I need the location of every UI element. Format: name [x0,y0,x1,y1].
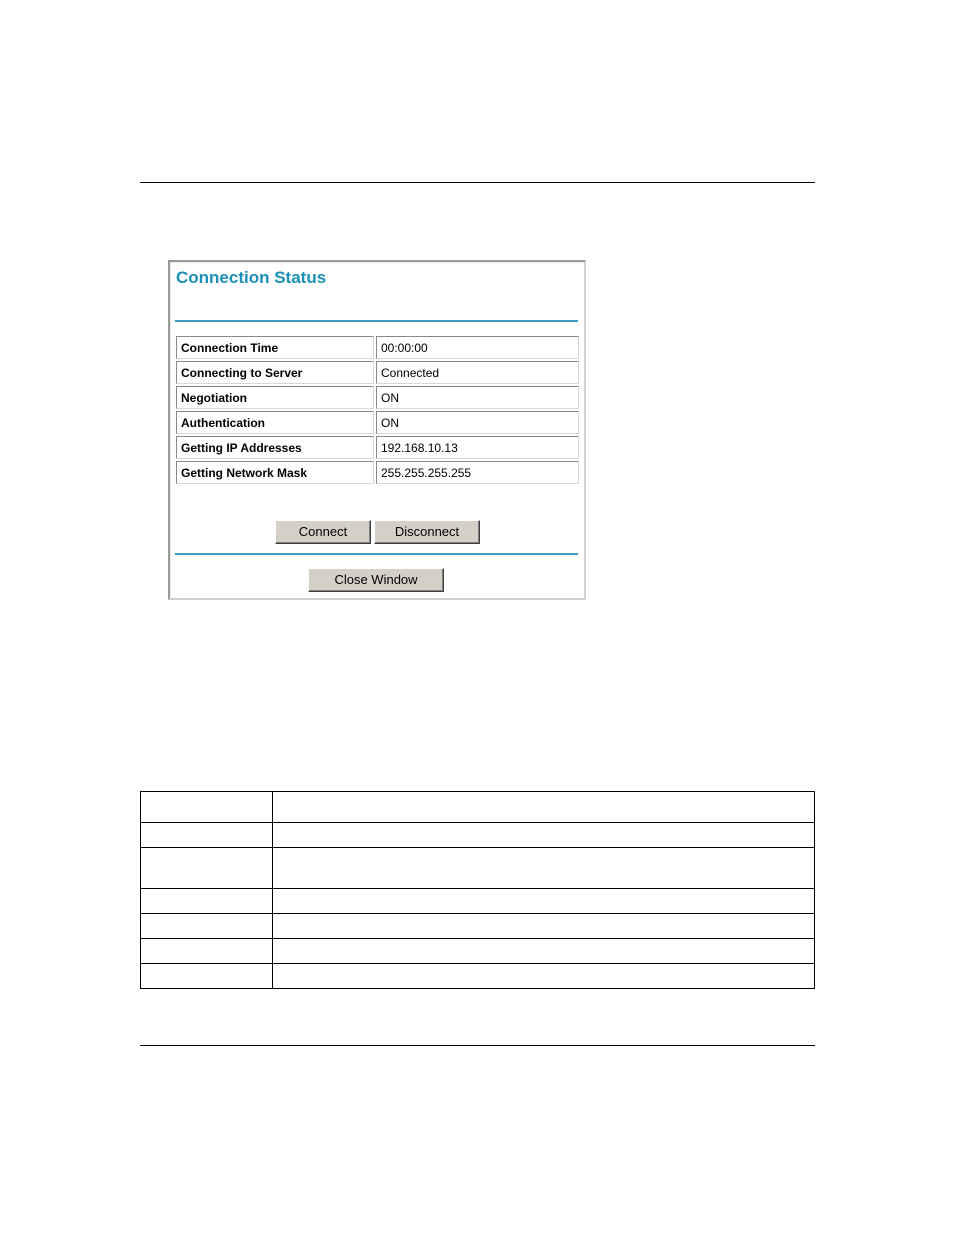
description-cell [273,848,815,889]
row-value: 00:00:00 [376,336,579,359]
title-divider [175,320,578,322]
table-row [141,889,815,914]
table-row [141,939,815,964]
field-cell [141,889,273,914]
field-cell [141,823,273,848]
table-row [141,914,815,939]
table-row [176,361,579,384]
row-value: 192.168.10.13 [376,436,579,459]
table-row [176,436,579,459]
row-value: 255.255.255.255 [376,461,579,484]
table-row [141,823,815,848]
connection-status-window [168,260,586,600]
row-label: Getting IP Addresses [176,436,374,459]
table-row [141,964,815,989]
window-title: Connection Status [176,268,327,287]
field-cell [141,939,273,964]
table-row [176,411,579,434]
connect-button[interactable]: Connect [275,520,371,544]
table-row [176,386,579,409]
close-window-button[interactable]: Close Window [308,568,444,592]
disconnect-button[interactable]: Disconnect [374,520,480,544]
description-cell [273,939,815,964]
description-cell [273,914,815,939]
row-value: ON [376,411,579,434]
connection-status-table [174,334,581,486]
table-row [141,792,815,823]
field-cell [141,792,273,823]
description-cell [273,823,815,848]
field-description-table [140,791,815,989]
row-label: Connection Time [176,336,374,359]
row-label: Authentication [176,411,374,434]
field-cell [141,848,273,889]
row-value: ON [376,386,579,409]
row-label: Getting Network Mask [176,461,374,484]
row-label: Negotiation [176,386,374,409]
description-cell [273,964,815,989]
footer-rule [140,1045,815,1046]
description-cell [273,889,815,914]
row-value: Connected [376,361,579,384]
field-cell [141,914,273,939]
table-row [176,461,579,484]
row-label: Connecting to Server [176,361,374,384]
description-cell [273,792,815,823]
header-rule [140,182,815,183]
table-row [141,848,815,889]
button-divider [175,553,578,555]
table-row [176,336,579,359]
field-cell [141,964,273,989]
